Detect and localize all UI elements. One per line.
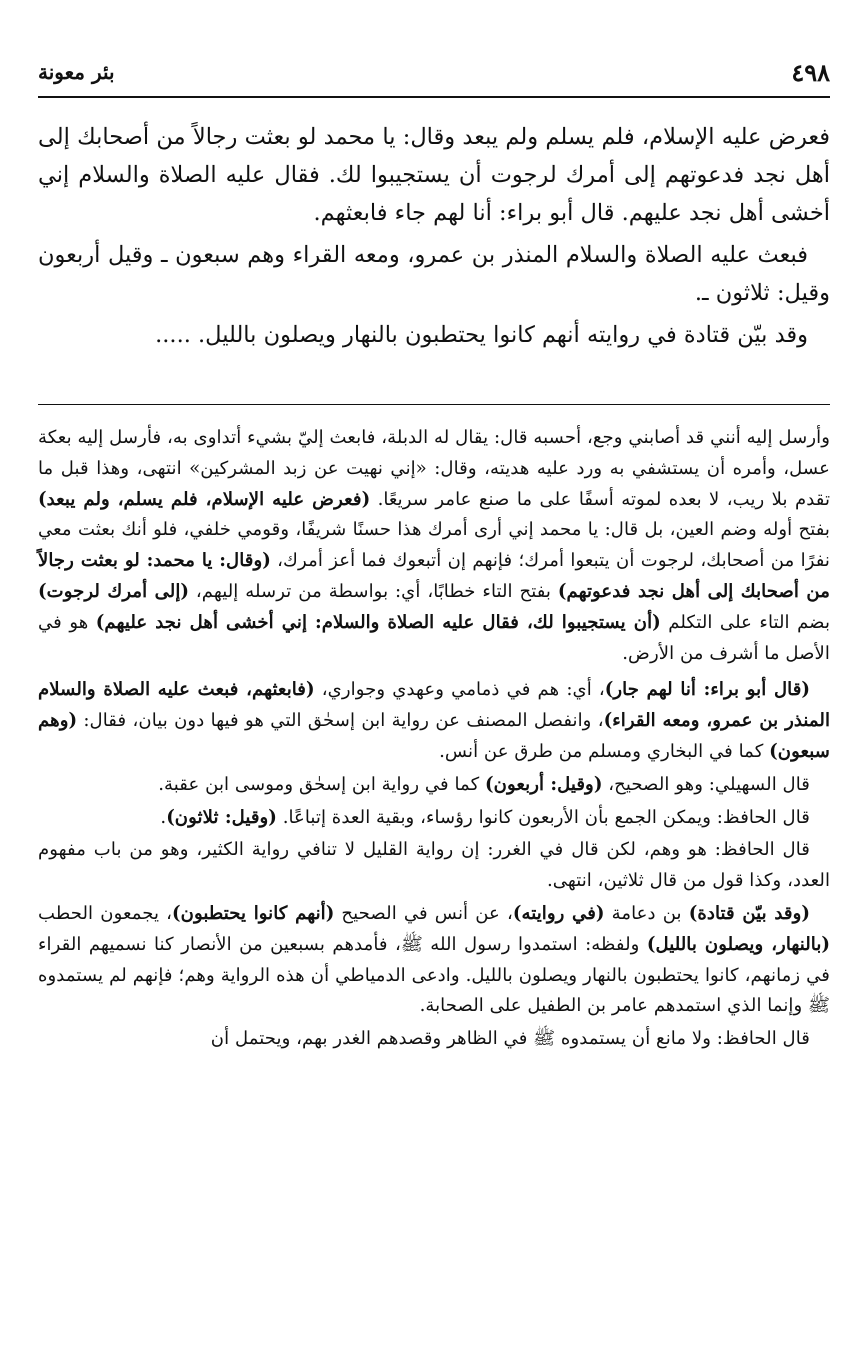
commentary-paragraph: [38, 423, 830, 669]
commentary-text-run: بفتح التاء خطابًا، أي: بواسطة من ترسله إليهم،: [189, 580, 558, 602]
main-text: [38, 118, 830, 358]
commentary-text-run: وأرسل إليه أنني قد أصابني وجع، أحسبه قال: يقال له الدبلة، فابعث إليّ بشيء أتداوى به، فأرسل إليه بعكة عسل، وأمره أن يستشفي به ورد عليه هديته، وقال: «إني نهيت عن زبد المشركين» انتهى، وهذا قبل ما تقدم بلا ريب، لا بعده لموته أسفًا على ما صنع عامر سريعًا.: [38, 427, 831, 510]
page-header: [38, 44, 830, 92]
commentary-text-run: ، يجمعون الحطب: [38, 902, 173, 924]
main-paragraph: فعرض عليه الإسلام، فلم يسلم ولم يبعد وقال: يا محمد لو بعثت رجالاً من أصحابك إلى أهل نجد فدعوتهم إلى أمرك لرجوت أن يستجيبوا لك. فقال عليه الصلاة والسلام إني أخشى أهل نجد عليهم. قال أبو براء: أنا لهم جاء فابعثهم.: [38, 124, 830, 226]
quoted-matn: (وقيل: ثلاثون): [166, 806, 277, 828]
commentary-paragraph: [38, 803, 830, 834]
commentary-text-run: ولفظه: استمدوا رسول الله ﷺ، فأمدهم بسبعين من الأنصار كنا نسميهم القراء في زمانهم، كانوا يحتطبون بالنهار ويصلون بالليل. وادعى الدمياطي أن هذه الرواية وهم؛ فإنهم لم يستمدوه ﷺ وإنما الذي استمدهم عامر بن الطفيل على الصحابة.: [38, 933, 830, 1017]
commentary-paragraph: [38, 899, 830, 1022]
commentary-text-run: بفتح أوله وضم العين، بل قال: يا محمد إني أرى أمرك هذا حسنًا شريفًا، وقومي خلفي، فلو أنك بعثت معي نفرًا من أصحابك، لرجوت أن يتبعوا أمرك؛ فإنهم إن أتبعوك فما أعز أمرك،: [38, 519, 830, 572]
commentary-text-run: هو في الأصل ما أشرف من الأرض.: [38, 611, 830, 664]
commentary-divider: [38, 404, 830, 405]
commentary-paragraph: [38, 835, 830, 897]
commentary-text-run: كما في البخاري ومسلم من طرق عن أنس.: [439, 740, 770, 762]
main-paragraph: وقد بيّن قتادة في روايته أنهم كانوا يحتطبون بالنهار ويصلون بالليل. .....: [155, 322, 808, 348]
quoted-matn: (وقيل: أربعون): [485, 773, 603, 795]
commentary-text-run: .: [160, 806, 167, 828]
commentary-text-run: ، أي: هم في ذمامي وعهدي وجواري،: [314, 679, 605, 701]
quoted-matn: (فابعثهم، فبعث عليه الصلاة والسلام المنذر بن عمرو، ومعه القراء): [38, 679, 830, 732]
quoted-matn: (وقد بيّن قتادة): [688, 902, 810, 924]
quoted-matn: (أن يستجيبوا لك، فقال عليه الصلاة والسلام: إني أخشى أهل نجد عليهم): [95, 611, 661, 633]
commentary-text-run: كما في رواية ابن إسحٰق وموسى ابن عقبة.: [158, 773, 486, 795]
main-paragraph: فبعث عليه الصلاة والسلام المنذر بن عمرو، ومعه القراء وهم سبعون ـ وقيل أربعون وقيل: ثلاثون ـ.: [38, 242, 830, 306]
quoted-matn: (في روايته): [512, 902, 605, 924]
commentary-text-run: ، وانفصل المصنف عن رواية ابن إسحٰق التي هو فيها دون بيان، فقال:: [77, 710, 604, 732]
commentary-text-run: بن دعامة: [604, 902, 689, 924]
commentary-paragraph: [38, 1024, 830, 1055]
quoted-matn: (فعرض عليه الإسلام، فلم يسلم، ولم يبعد): [38, 488, 371, 510]
quoted-matn: (قال أبو براء: أنا لهم جار): [604, 679, 810, 701]
commentary-paragraph: [38, 770, 830, 801]
quoted-matn: (وهم سبعون): [38, 710, 830, 762]
commentary-text-run: قال الحافظ: ويمكن الجمع بأن الأربعون كانوا رؤساء، وبقية العدة إتباعًا.: [276, 806, 810, 828]
commentary-text-run: قال الحافظ: هو وهم، لكن قال في الغرر: إن رواية القليل لا تنافي رواية الكثير، وهو من باب مفهوم العدد، وكذا قول من قال ثلاثين، انتهى.: [38, 839, 830, 892]
commentary-text-run: ، عن أنس في الصحيح: [334, 902, 513, 924]
running-title: بئر معونة: [38, 60, 115, 84]
commentary-text-run: قال الحافظ: ولا مانع أن يستمدوه ﷺ في الظاهر وقصدهم الغدر بهم، ويحتمل أن: [210, 1028, 810, 1050]
book-page: [38, 0, 830, 1359]
header-divider: [38, 96, 830, 98]
page-number: ٤٩٨: [791, 58, 830, 87]
commentary-text-run: بضم التاء على التكلم: [660, 611, 831, 633]
quoted-matn: (إلى أمرك لرجوت): [38, 580, 190, 602]
commentary-text: [38, 423, 830, 1057]
quoted-matn: (أنهم كانوا يحتطبون): [172, 902, 335, 924]
commentary-paragraph: [38, 675, 830, 767]
quoted-matn: (بالنهار، ويصلون بالليل): [646, 933, 831, 955]
quoted-matn: (وقال: يا محمد: لو بعثت رجالاً من أصحابك إلى أهل نجد فدعوتهم): [38, 550, 830, 602]
commentary-text-run: قال السهيلي: وهو الصحيح،: [602, 773, 810, 795]
